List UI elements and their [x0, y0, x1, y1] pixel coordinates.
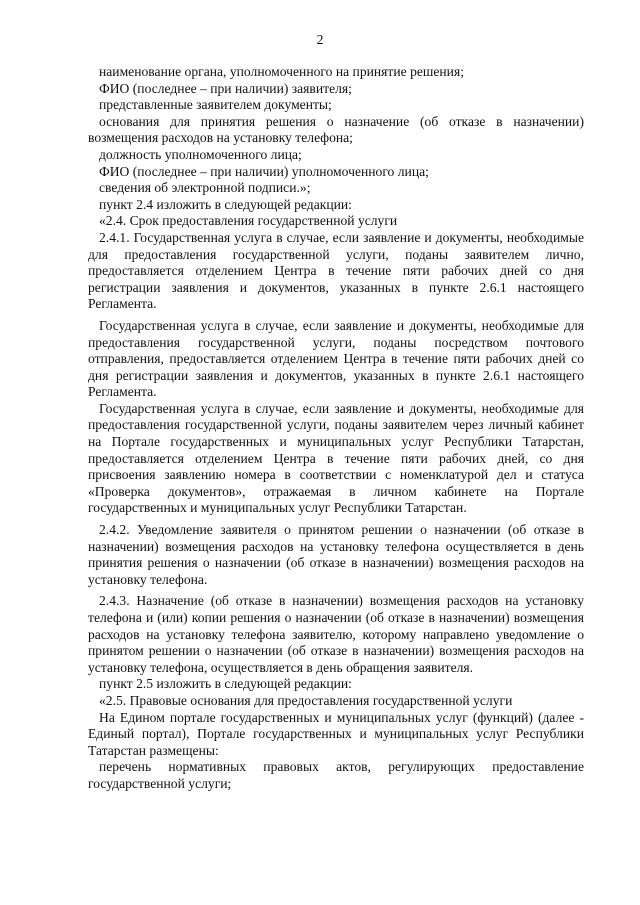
paragraph: ФИО (последнее – при наличии) заявителя;: [99, 80, 352, 96]
section-heading: «2.4. Срок предоставления государственной услуги: [99, 213, 398, 229]
paragraph: пункт 2.5 изложить в следующей редакции:: [99, 676, 352, 692]
paragraph: основания для принятия решения о назначение (об отказе в назначении) возмещения расходов на установку телефона;: [88, 113, 584, 146]
paragraph: На Едином портале государственных и муниципальных услуг (функций) (далее - Единый портал), Портале государственных и муниципальных услуг Республики Татарстан размещены:: [88, 709, 584, 758]
paragraph: представленные заявителем документы;: [99, 97, 332, 113]
paragraph: сведения об электронной подписи.»;: [99, 180, 311, 196]
paragraph: 2.4.2. Уведомление заявителя о принятом решении о назначении (об отказе в назначении) возмещения расходов на установку телефона осуществляется в день принятия решения о назначении (об отказе в назначении) возмещения расходов на установку телефона.: [88, 522, 584, 587]
paragraph: перечень нормативных правовых актов, регулирующих предоставление государственной услуги;: [88, 759, 584, 791]
paragraph: Государственная услуга в случае, если заявление и документы, необходимые для предоставления государственной услуги, поданы посредством почтового отправления, предоставляется отделением Центра в течение пяти рабочих дней со дня регистрации заявления и документов, указанных в пункте 2.6.1 настоящего Регламента.: [88, 317, 584, 400]
document-body: [88, 64, 584, 793]
paragraph: Государственная услуга в случае, если заявление и документы, необходимые для предоставления государственной услуги, поданы заявителем через личный кабинет на Портале государственных и муниципальных услуг Республики Татарстан, предоставляется отделением Центра в течение пяти рабочих дней, со дня присвоения заявлению номера в соответствии с номенклатурой дел и статуса «Проверка документов», отражаемая в личном кабинете на Портале государственных и муниципальных услуг Республики Татарстан.: [88, 400, 584, 516]
paragraph: ФИО (последнее – при наличии) уполномоченного лица;: [99, 163, 429, 179]
paragraph: наименование органа, уполномоченного на принятие решения;: [99, 64, 464, 79]
paragraph: должность уполномоченного лица;: [99, 146, 302, 162]
paragraph: пункт 2.4 изложить в следующей редакции:: [99, 196, 352, 212]
paragraph: 2.4.1. Государственная услуга в случае, если заявление и документы, необходимые для предоставления государственной услуги, поданы заявителем лично, предоставляется отделением Центра в течение пяти рабочих дней со дня регистрации заявления и документов, указанных в пункте 2.6.1 настоящего Регламента.: [88, 229, 584, 312]
paragraph: 2.4.3. Назначение (об отказе в назначении) возмещения расходов на установку телефона и (или) копии решения о назначении (об отказе в назначении) возмещения расходов на установку телефона заявителю, которому направлено уведомление о принятом решении о назначении (об отказе в назначении) возмещения расходов на установку телефона, осуществляется в день обращения заявителя.: [88, 593, 584, 675]
page-number: 2: [316, 32, 324, 47]
section-heading: «2.5. Правовые основания для предоставления государственной услуги: [99, 692, 513, 708]
